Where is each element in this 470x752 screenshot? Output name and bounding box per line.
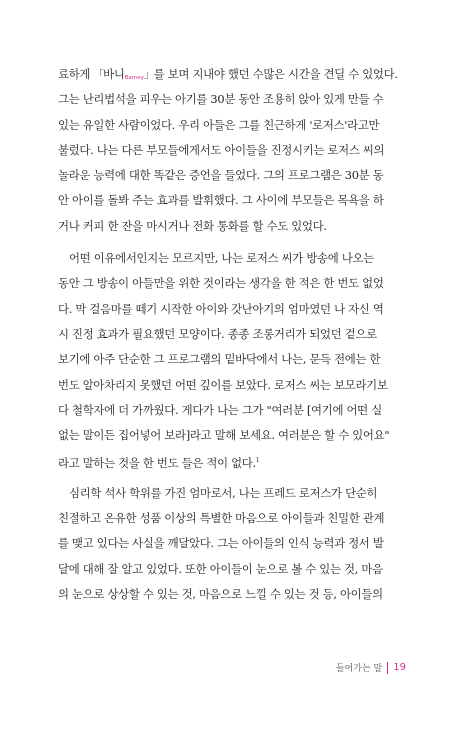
text-segment: 어떤 이유에서인지는 모르지만, 나는 로저스 씨가 방송에 나오는 [69,251,374,266]
page-number: 19 [393,662,406,673]
english-gloss: Barney [124,75,144,81]
text-line [58,448,410,473]
text-segment: 다 철학자에 더 가까웠다. 게다가 나는 그가 "여러분 [여기에 어떤 실 [58,402,382,417]
text-segment: 놀라운 능력에 대한 똑같은 증언을 들었다. 그의 프로그램은 30분 동 [58,168,384,183]
text-segment: 」 [144,70,154,81]
text-segment: 료하게 [58,67,94,81]
text-line [58,423,410,448]
running-title: 들어가는 말 [335,664,383,674]
paragraph [58,246,410,474]
text-line [58,214,410,239]
text-segment: 동안 그 방송이 아들만을 위한 것이라는 생각을 한 적은 한 번도 없었 [58,276,384,291]
text-segment: 심리학 석사 학위를 가진 엄마로서, 나는 프레드 로저스가 단순히 [69,485,378,500]
text-line [58,188,410,213]
text-segment: 를 보며 지내야 했던 수많은 시간을 견딜 수 있었다. [153,67,398,81]
text-line [58,557,410,582]
text-line [58,297,410,322]
text-segment: 달에 대해 잘 알고 있었다. 또한 아이들이 눈으로 볼 수 있는 것, 마음 [58,561,383,576]
text-line [58,322,410,347]
text-line [58,582,410,607]
text-line [58,138,410,163]
text-segment: 거나 커피 한 잔을 마시거나 전화 통화를 할 수도 있었다. [58,218,327,233]
text-segment: 보기에 아주 단순한 그 프로그램의 밑바닥에서 나는, 문득 전에는 한 [58,352,381,367]
paragraph [58,481,410,607]
text-line [58,481,410,506]
text-segment: 의 눈으로 상상할 수 있는 것, 마음으로 느낄 수 있는 것 등, 아이들의 [58,586,383,601]
text-line [58,373,410,398]
footer-divider [387,662,388,674]
paragraph-gap [58,239,410,246]
text-segment: 라고 말하는 것을 한 번도 들은 적이 없다. [58,456,256,471]
paragraph [58,62,410,239]
text-line [58,113,410,138]
text-segment: 번도 알아차리지 못했던 어떤 깊이를 보았다. 로저스 씨는 보모라기보 [58,377,388,392]
footnote-marker: 1 [255,457,260,465]
text-segment: 불렀다. 나는 다른 부모들에게서도 아이들을 진정시키는 로저스 씨의 [58,142,385,157]
text-segment: 를 맺고 있다는 사실을 깨달았다. 그는 아이들의 인식 능력과 정서 발 [58,536,384,551]
text-segment: 바니 [103,67,125,81]
text-line [58,246,410,271]
text-segment: 있는 유일한 사람이었다. 우리 아들은 그를 친근하게 '로저스'라고만 [58,117,380,132]
text-segment: 친절하고 온유한 성품 이상의 특별한 마음으로 아이들과 친밀한 관계 [58,511,385,526]
text-segment: 안 아이를 돌봐 주는 효과를 발휘했다. 그 사이에 부모들은 목욕을 하 [58,193,384,208]
text-line [58,62,410,87]
text-line [58,87,410,112]
body-text [58,62,410,607]
text-line [58,531,410,556]
text-line [58,347,410,372]
text-segment: 없는 말이든 집어넣어 보라]라고 말해 보세요. 여러분은 할 수 있어요" [58,428,390,443]
text-segment: 그는 난리법석을 피우는 아기를 30분 동안 조용히 앉아 있게 만들 수 [58,92,384,107]
paragraph-gap [58,474,410,481]
text-segment: 다. 막 걸음마를 떼기 시작한 아이와 갓난아기의 엄마였던 나 자신 역 [58,301,384,316]
text-line [58,398,410,423]
text-line [58,506,410,531]
text-segment: 시 진정 효과가 필요했던 모양이다. 종종 조롱거리가 되었던 겉으로 [58,326,377,341]
page-footer [336,661,406,674]
text-line [58,163,410,188]
text-line [58,271,410,296]
text-segment: 「 [93,70,104,81]
